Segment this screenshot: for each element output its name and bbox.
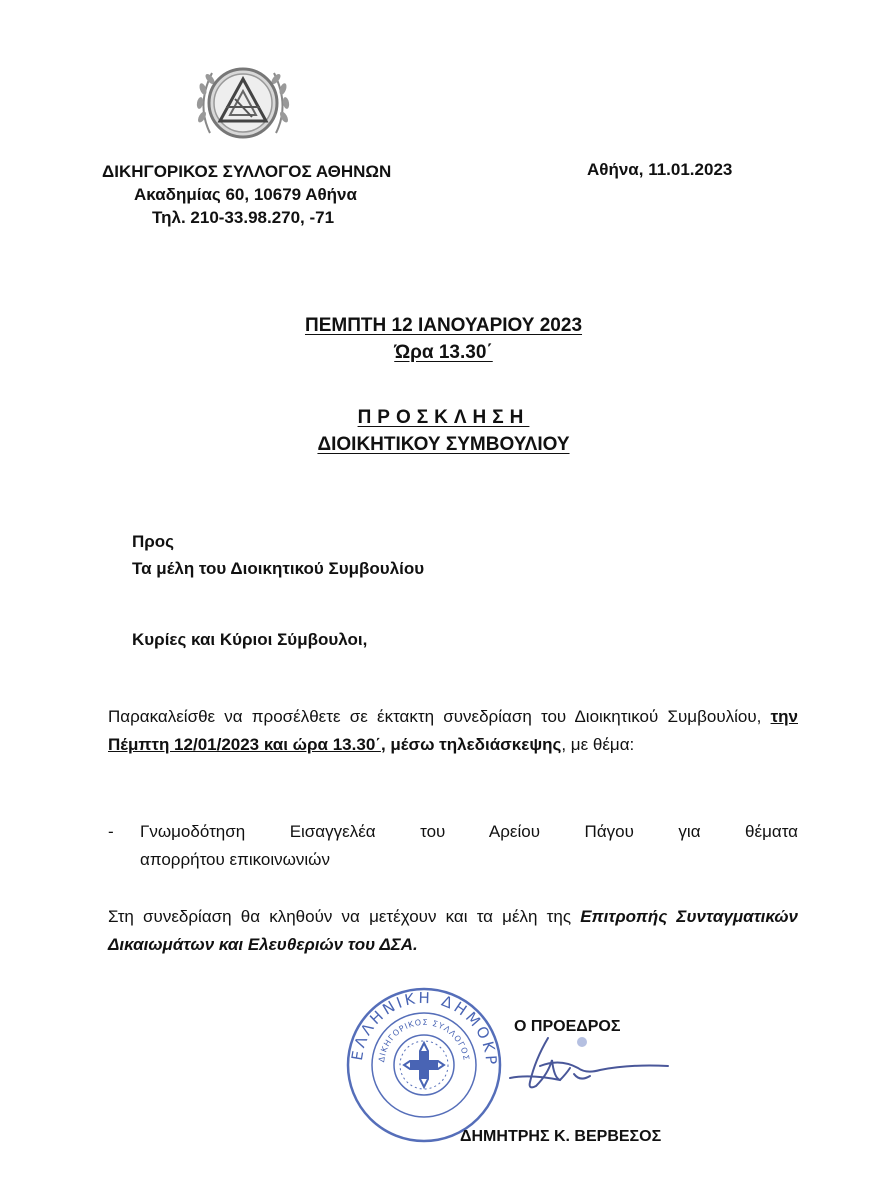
recipients-block [132, 528, 424, 582]
agenda-item-line1: Γνωμοδότηση Εισαγγελέα του Αρείου Πάγου για θέματα [140, 822, 798, 841]
agenda-item [108, 818, 798, 874]
bar-association-logo [190, 55, 296, 155]
organization-name: ΔΙΚΗΓΟΡΙΚΟΣ ΣΥΛΛΟΓΟΣ ΑΘΗΝΩΝ [102, 162, 392, 181]
committee-paragraph [108, 903, 798, 959]
board-heading: ΔΙΟΙΚΗΤΙΚΟΥ ΣΥΜΒΟΥΛΙΟΥ [317, 434, 570, 455]
greeting: Κυρίες και Κύριοι Σύμβουλοι, [132, 630, 368, 649]
invitation-title [0, 404, 887, 458]
organization-phone: Τηλ. 210-33.98.270, -71 [152, 208, 335, 227]
recipients-members: Τα μέλη του Διοικητικού Συμβουλίου [132, 559, 425, 578]
stamp-inner-text: ΔΙΚΗΓΟΡΙΚΟΣ ΣΥΛΛΟΓΟΣ [377, 1017, 471, 1063]
paragraph1-subject: , με θέμα: [561, 735, 635, 754]
meeting-datetime [0, 312, 887, 366]
president-title: Ο ΠΡΟΕΔΡΟΣ [514, 1018, 621, 1035]
document-date: Αθήνα, 11.01.2023 [587, 160, 733, 179]
paragraph1-text: Παρακαλείσθε να προσέλθετε σε έκτακτη συνεδρίαση του Διοικητικού Συμβουλίου, [108, 707, 771, 726]
invitation-paragraph [108, 703, 798, 759]
organization-header [102, 160, 391, 229]
paragraph1-method: , μέσω τηλεδιάσκεψης [380, 735, 562, 754]
stamp-outer-text: ΕΛΛΗΝΙΚΗ ΔΗΜΟΚΡ [347, 988, 501, 1068]
committee-name: Επιτροπής Συνταγματικών Δικαιωμάτων και Ελευθεριών του ΔΣΑ. [108, 907, 798, 954]
agenda-bullet: - [108, 822, 114, 841]
handwritten-signature [490, 1030, 680, 1100]
invitation-heading: ΠΡΟΣΚΛΗΣΗ [357, 407, 530, 428]
official-stamp [344, 985, 504, 1145]
organization-address: Ακαδημίας 60, 10679 Αθήνα [134, 185, 357, 204]
paragraph1-datetime: την Πέμπτη 12/01/2023 και ώρα 13.30΄ [108, 707, 798, 754]
president-name: ΔΗΜΗΤΡΗΣ Κ. ΒΕΡΒΕΣΟΣ [460, 1128, 662, 1145]
meeting-date: ΠΕΜΠΤΗ 12 ΙΑΝΟΥΑΡΙΟΥ 2023 [304, 315, 583, 336]
meeting-time: Ώρα 13.30΄ [394, 342, 493, 363]
agenda-item-line2: απορρήτου επικοινωνιών [140, 850, 330, 869]
recipients-to: Προς [132, 532, 175, 551]
paragraph2-text: Στη συνεδρίαση θα κληθούν να μετέχουν και τα μέλη της [108, 907, 581, 926]
